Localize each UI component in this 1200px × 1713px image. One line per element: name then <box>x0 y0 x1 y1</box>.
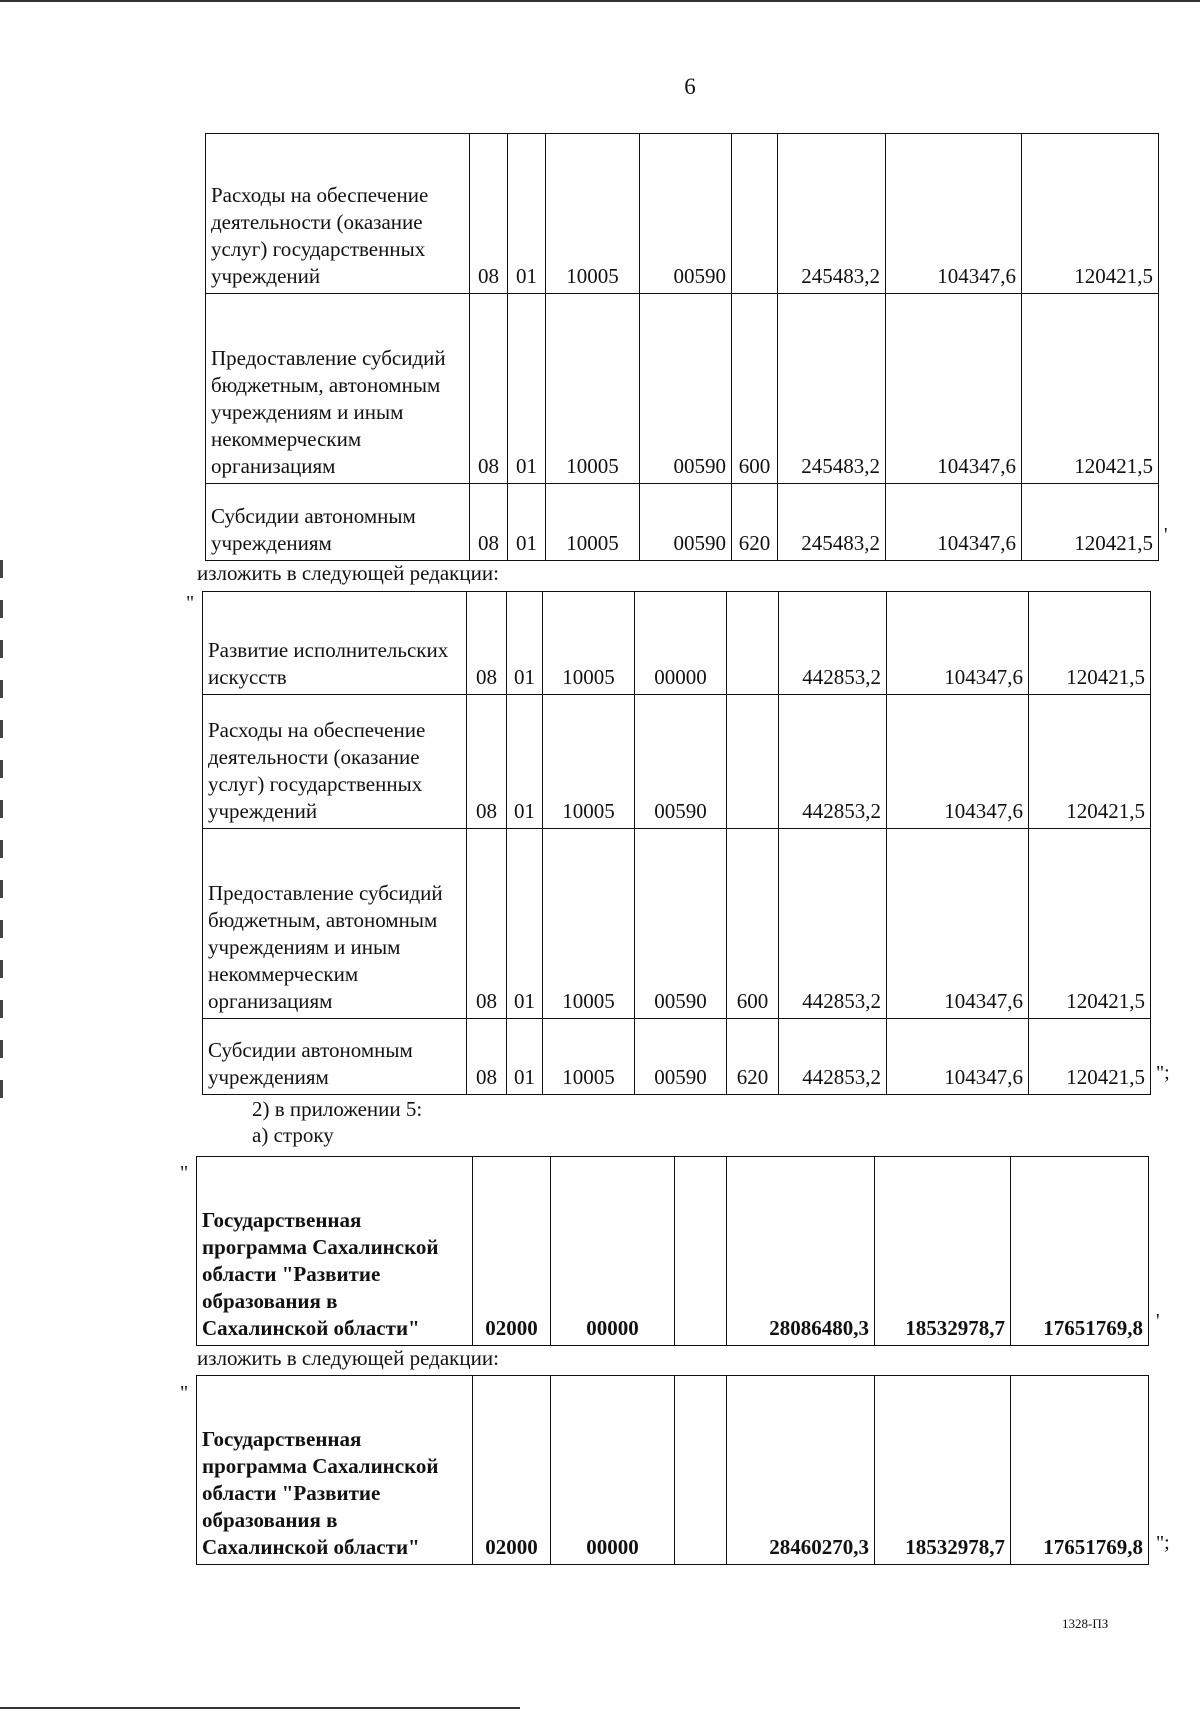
cell-section: 08 <box>470 294 508 484</box>
cell-amount-3: 120421,5 <box>1029 829 1151 1019</box>
closing-quote-mark: "; <box>1156 1062 1170 1084</box>
cell-direction: 00590 <box>635 695 727 829</box>
cell-amount-1: 28460270,3 <box>727 1376 875 1565</box>
cell-amount-2: 104347,6 <box>886 294 1022 484</box>
cell-amount-3: 17651769,8 <box>1011 1157 1149 1346</box>
cell-program: 02000 <box>473 1376 551 1565</box>
cell-expense-type <box>675 1376 727 1565</box>
table-new-program-row <box>196 1375 1149 1565</box>
cell-section: 08 <box>467 695 507 829</box>
row-name: Развитие исполнительских искусств <box>203 592 467 695</box>
cell-expense-type: 600 <box>732 294 778 484</box>
cell-direction: 00590 <box>635 1019 727 1095</box>
cell-subsection: 01 <box>507 592 543 695</box>
cell-subsection: 01 <box>508 484 546 561</box>
cell-program: 02000 <box>473 1157 551 1346</box>
cell-amount-3: 120421,5 <box>1022 134 1159 294</box>
cell-expense-type <box>727 592 779 695</box>
cell-amount-1: 442853,2 <box>779 592 887 695</box>
table-old-program-row <box>196 1156 1149 1346</box>
instruction-text: а) строку <box>252 1123 334 1147</box>
cell-subsection: 01 <box>507 1019 543 1095</box>
cell-amount-2: 18532978,7 <box>875 1376 1011 1565</box>
cell-amount-2: 104347,6 <box>887 1019 1029 1095</box>
cell-subsection: 01 <box>508 134 546 294</box>
cell-amount-1: 442853,2 <box>779 1019 887 1095</box>
cell-expense-type: 620 <box>727 1019 779 1095</box>
cell-direction: 00590 <box>640 484 732 561</box>
scan-top-edge <box>0 0 1200 2</box>
cell-amount-1: 442853,2 <box>779 829 887 1019</box>
cell-direction: 00590 <box>640 294 732 484</box>
row-name: Субсидии автономным учреждениям <box>203 1019 467 1095</box>
cell-program: 10005 <box>546 484 640 561</box>
cell-expense-type <box>727 695 779 829</box>
table-old-rows <box>205 133 1159 561</box>
cell-amount-3: 17651769,8 <box>1011 1376 1149 1565</box>
closing-quote-mark: "; <box>1156 1532 1170 1554</box>
cell-direction: 00000 <box>635 592 727 695</box>
table-row <box>206 484 1159 561</box>
cell-expense-type: 620 <box>732 484 778 561</box>
table-row <box>206 294 1159 484</box>
cell-direction: 00000 <box>551 1376 675 1565</box>
document-code: 1328-ПЗ <box>1062 1616 1109 1631</box>
cell-program: 10005 <box>543 592 635 695</box>
row-name: Расходы на обеспечение деятельности (оказание услуг) государственных учреждений <box>203 695 467 829</box>
table-row <box>197 1157 1149 1346</box>
cell-amount-1: 245483,2 <box>778 484 886 561</box>
cell-subsection: 01 <box>508 294 546 484</box>
cell-section: 08 <box>467 1019 507 1095</box>
cell-amount-1: 245483,2 <box>778 294 886 484</box>
row-name: Государственная программа Сахалинской области "Развитие образования в Сахалинской области" <box>197 1376 473 1565</box>
opening-quote-mark: " <box>186 592 195 614</box>
table-row <box>206 134 1159 294</box>
closing-quote-mark: ' <box>1164 524 1168 546</box>
instruction-text: изложить в следующей редакции: <box>197 1346 499 1370</box>
scan-bottom-edge <box>0 1707 520 1709</box>
cell-amount-3: 120421,5 <box>1029 592 1151 695</box>
row-name: Предоставление субсидий бюджетным, автономным учреждениям и иным некоммерческим организациям <box>206 294 470 484</box>
cell-expense-type <box>732 134 778 294</box>
cell-amount-3: 120421,5 <box>1022 484 1159 561</box>
page-number: 6 <box>684 74 696 99</box>
row-name: Предоставление субсидий бюджетным, автономным учреждениям и иным некоммерческим организациям <box>203 829 467 1019</box>
cell-amount-2: 18532978,7 <box>875 1157 1011 1346</box>
cell-amount-1: 28086480,3 <box>727 1157 875 1346</box>
cell-amount-1: 245483,2 <box>778 134 886 294</box>
cell-direction: 00590 <box>635 829 727 1019</box>
cell-amount-1: 442853,2 <box>779 695 887 829</box>
cell-amount-2: 104347,6 <box>886 134 1022 294</box>
cell-amount-2: 104347,6 <box>887 592 1029 695</box>
cell-amount-3: 120421,5 <box>1029 1019 1151 1095</box>
row-name: Субсидии автономным учреждениям <box>206 484 470 561</box>
cell-amount-2: 104347,6 <box>887 695 1029 829</box>
cell-program: 10005 <box>543 829 635 1019</box>
cell-amount-2: 104347,6 <box>887 829 1029 1019</box>
cell-expense-type <box>675 1157 727 1346</box>
row-name: Государственная программа Сахалинской области "Развитие образования в Сахалинской области" <box>197 1157 473 1346</box>
table-row <box>197 1376 1149 1565</box>
cell-expense-type: 600 <box>727 829 779 1019</box>
cell-section: 08 <box>467 592 507 695</box>
closing-quote-mark: ' <box>1156 1310 1160 1332</box>
opening-quote-mark: " <box>180 1162 189 1184</box>
cell-subsection: 01 <box>507 829 543 1019</box>
cell-program: 10005 <box>543 1019 635 1095</box>
cell-section: 08 <box>467 829 507 1019</box>
table-row <box>203 829 1151 1019</box>
cell-subsection: 01 <box>507 695 543 829</box>
cell-section: 08 <box>470 484 508 561</box>
cell-direction: 00000 <box>551 1157 675 1346</box>
row-name: Расходы на обеспечение деятельности (оказание услуг) государственных учреждений <box>206 134 470 294</box>
cell-amount-3: 120421,5 <box>1022 294 1159 484</box>
scan-left-edge-marks <box>0 560 3 1100</box>
cell-program: 10005 <box>543 695 635 829</box>
table-row <box>203 1019 1151 1095</box>
opening-quote-mark: " <box>180 1382 189 1404</box>
cell-amount-3: 120421,5 <box>1029 695 1151 829</box>
table-row <box>203 592 1151 695</box>
instruction-text: 2) в приложении 5: <box>252 1097 423 1121</box>
cell-section: 08 <box>470 134 508 294</box>
cell-program: 10005 <box>546 134 640 294</box>
cell-amount-2: 104347,6 <box>886 484 1022 561</box>
cell-program: 10005 <box>546 294 640 484</box>
table-new-rows <box>202 591 1151 1095</box>
instruction-text: изложить в следующей редакции: <box>197 561 499 585</box>
cell-direction: 00590 <box>640 134 732 294</box>
table-row <box>203 695 1151 829</box>
